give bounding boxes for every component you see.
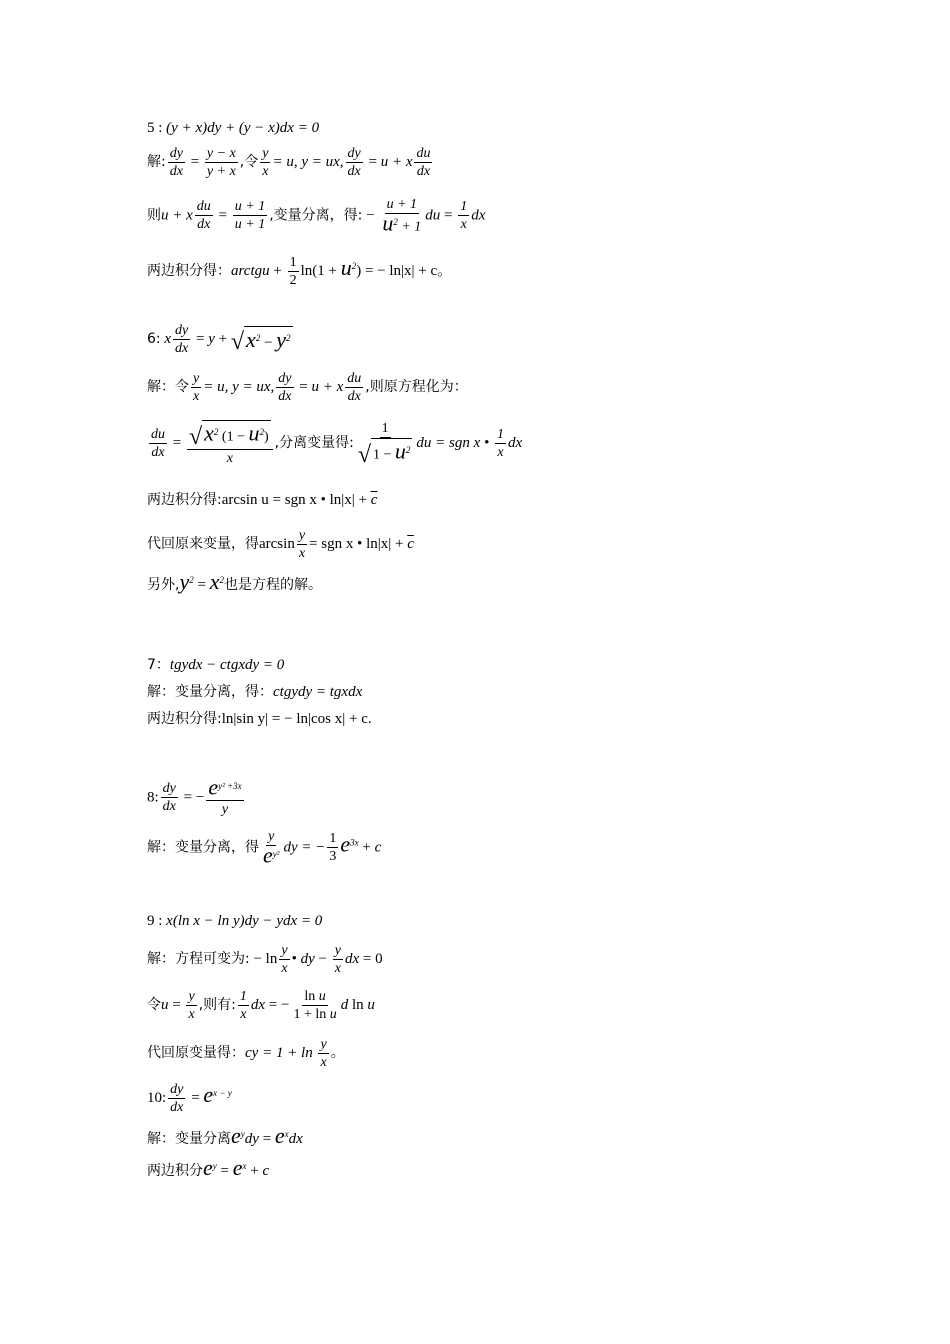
problem-6-title: 6: x $\frac{dy}{dx}$ = y + √ $x^2 - y^2$ xyxy=(147,323,291,356)
problem-6-step-1: 解：令 $\frac{y}{x}$ = u, y = ux, $\frac{dy}{dx}$ = u + x $\frac{du}{dx}$ ,则原方程化为： xyxy=(147,371,468,404)
problem-9-title: 9 : x(ln x − ln y)dy − ydx = 0 xyxy=(147,913,323,929)
problem-7-title: 7：tgydx − ctgxdy = 0 xyxy=(147,657,285,673)
problem-10-step-2: 两边积分$e^y = e^x + c$ xyxy=(147,1155,270,1180)
problem-8-title: 8: $\frac{dy}{dx}$ = − $\frac{e^{y^2 +3x}}{y}$ xyxy=(147,774,242,817)
problem-5-step-1: 解: $\frac{dy}{dx}$ = $\frac{y - x}{y + x}$ ,令 $\frac{y}{x}$ = u, y = ux, $\frac{dy}{dx}$ = u + x $\frac{du}{dx}$ xyxy=(147,146,431,179)
problem-9-step-2: 令u = $\frac{y}{x}$ ,则有: $\frac{1}{x}$ dx = − $\frac{\text{ln u}}{\text{1 + ln u}}$ d ln u xyxy=(147,989,375,1022)
problem-10-step-1: 解：变量分离$e^ydy = e^xdx$ xyxy=(147,1123,303,1148)
problem-6-step-3: 两边积分得:arcsin u = sgn x • $\ln|x| + \overline{c}$ xyxy=(147,492,378,508)
problem-6-step-2: $\frac{du}{dx}$ = √ $x^2$ $(1 - u^2)$ x ,分离变量得: 1 √ $1 - u^2$ du = sgn x • $\frac{1}{x}$ dx xyxy=(151,420,523,468)
problem-5-title: 5 : (y + x)dy + (y − x)dx = 0 xyxy=(147,120,320,136)
problem-9-step-3: 代回原变量得：cy = 1 + ln $\frac{y}{x}$ 。 xyxy=(147,1037,345,1070)
problem-5-step-3: 两边积分得：arctgu + $\frac{1}{2}$ $\ln(1 + u^2)$ = − ln|x| + c。 xyxy=(147,254,453,288)
problem-6-step-4: 代回原来变量，得arcsin $\frac{y}{x}$ = sgn x • $\ln|x| + \overline{c}$ xyxy=(147,528,414,561)
problem-7-step-2: 两边积分得:ln|sin y| = − ln|cos x| + c. xyxy=(147,711,372,727)
problem-6-step-5: 另外$,y^2 = x^2$也是方程的解。 xyxy=(147,569,322,594)
problem-8-step-1: 解：变量分离，得 $\frac{y}{e^{y^2}}$ dy = − $\frac{1}{3}$ $e^{3x} + c$ xyxy=(147,829,382,868)
problem-7-step-1: 解：变量分离，得：ctgydy = tgxdx xyxy=(147,684,363,700)
problem-10-title: 10: $\frac{dy}{dx}$ = $e^{x - y}$ xyxy=(147,1081,232,1115)
problem-9-step-1: 解：方程可变为: − ln $\frac{y}{x}$ • dy − $\frac{y}{x}$ dx = 0 xyxy=(147,943,383,976)
problem-5-step-2: 则u + x $\frac{du}{dx}$ = $\frac{u + 1}{u + 1}$ ,变量分离，得: − $\frac{u + 1}{u^2 + 1}$ du = $\frac{1}{x}$ dx xyxy=(147,197,486,236)
